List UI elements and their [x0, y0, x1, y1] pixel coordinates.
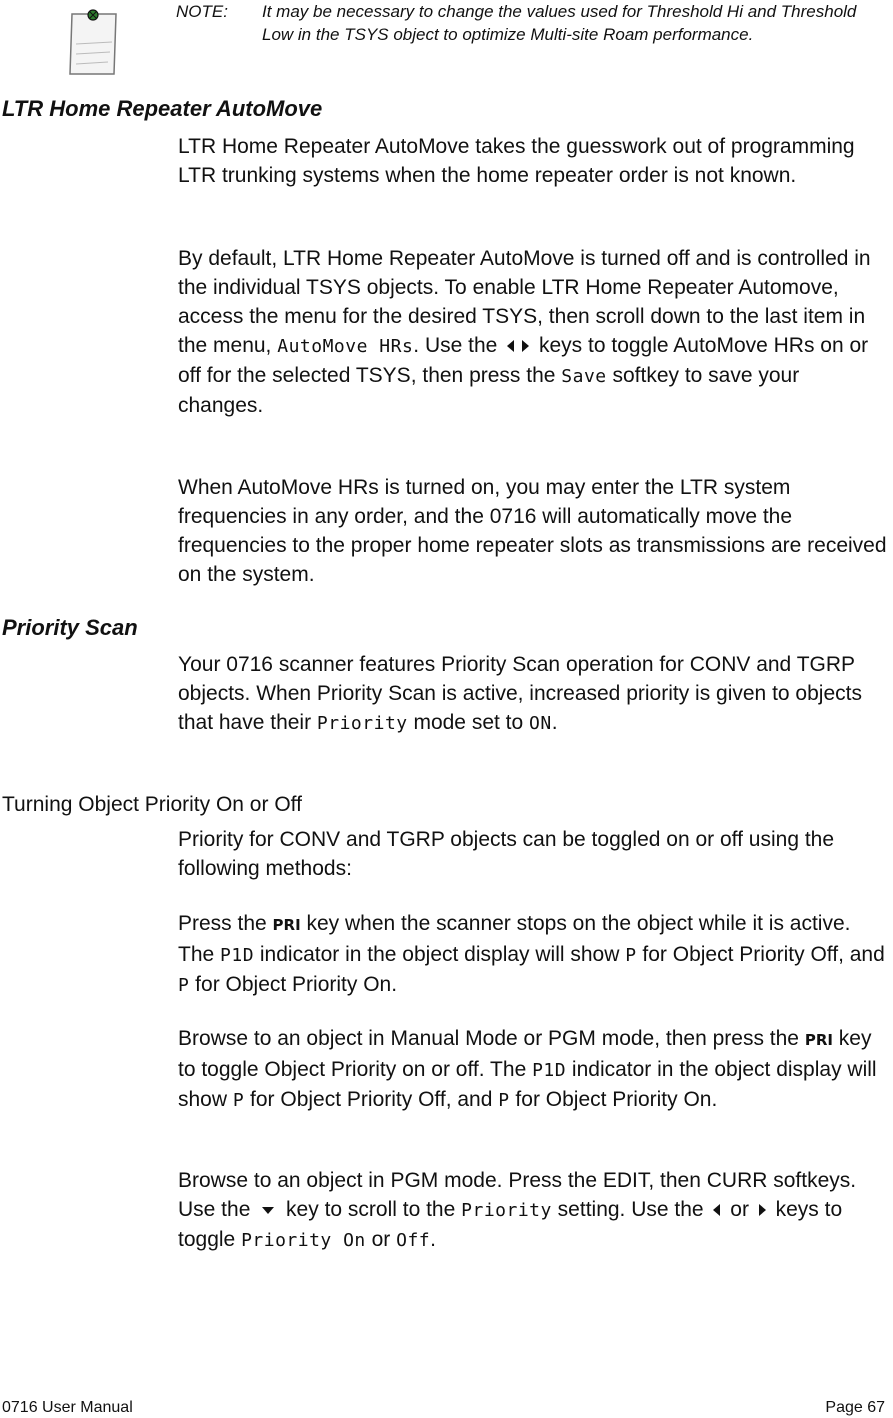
footer-page-number: Page 67	[825, 1399, 885, 1416]
lcd-p1d: P1D	[220, 945, 255, 966]
down-arrow-icon	[262, 1207, 274, 1214]
lcd-p-on: P	[498, 1090, 510, 1111]
automove-paragraph-3: When AutoMove HRs is turned on, you may enter the LTR system frequencies in any order, and the 0716 will automatically move the frequencies to the proper home repeater slots as transmissions are received on the system.	[178, 476, 887, 586]
lcd-priority: Priority	[316, 713, 408, 734]
left-arrow-icon	[713, 1204, 720, 1216]
lcd-p-off: P	[625, 945, 637, 966]
note-pad-icon	[66, 4, 122, 76]
heading-priority-scan: Priority Scan	[2, 615, 138, 640]
turning-paragraph-1: Priority for CONV and TGRP objects can be toggled on or off using the following methods:	[178, 828, 835, 880]
key-pri: PRI	[272, 916, 301, 934]
automove-paragraph-2: By default, LTR Home Repeater AutoMove is turned off and is controlled in the individual TSYS objects. To enable LTR Home Repeater Automove, access the menu for the desired TSYS, then scroll down to the last item in the menu, AutoMove HRs. Use the keys to toggle AutoMove HRs on or off for the selected TSYS, then press the Save softkey to save your changes.	[178, 247, 871, 417]
lcd-automove-hrs: AutoMove HRs	[277, 336, 414, 357]
note-text: It may be necessary to change the values used for Threshold Hi and Threshold Low in the TSYS object to optimize Multi-site Roam performance.	[262, 2, 857, 44]
left-arrow-icon	[507, 340, 514, 352]
turning-paragraph-4: Browse to an object in PGM mode. Press the EDIT, then CURR softkeys. Use the key to scroll to the Priority setting. Use the or keys to toggle Priority On or Off.	[178, 1169, 857, 1251]
lcd-p-on: P	[178, 975, 190, 996]
turning-paragraph-3: Browse to an object in Manual Mode or PGM mode, then press the PRI key to toggle Object Priority on or off. The P1D indicator in the object display will show P for Object Priority Off, and P for Object Priority On.	[178, 1027, 877, 1111]
lcd-off: Off	[396, 1230, 431, 1251]
lcd-priority: Priority	[461, 1200, 552, 1221]
right-arrow-icon	[522, 340, 529, 352]
heading-ltr-automove: LTR Home Repeater AutoMove	[2, 96, 323, 121]
turning-paragraph-2: Press the PRI key when the scanner stops on the object while it is active. The P1D indicator in the object display will show P for Object Priority Off, and P for Object Priority On.	[178, 912, 885, 996]
priority-paragraph-1: Your 0716 scanner features Priority Scan operation for CONV and TGRP objects. When Priority Scan is active, increased priority is given to objects that have their Priority mode set to ON.	[178, 653, 862, 734]
lcd-priority-on: Priority On	[241, 1230, 366, 1251]
lcd-p1d: P1D	[532, 1060, 567, 1081]
note-block	[176, 0, 892, 46]
lcd-save: Save	[561, 366, 607, 387]
heading-turning-priority: Turning Object Priority On or Off	[2, 793, 302, 816]
right-arrow-icon	[759, 1204, 766, 1216]
lcd-on: ON	[529, 713, 552, 734]
key-pri: PRI	[804, 1031, 833, 1049]
lcd-p-off: P	[232, 1090, 245, 1111]
footer-manual-title: 0716 User Manual	[2, 1399, 133, 1416]
note-label: NOTE:	[176, 2, 228, 21]
automove-paragraph-1: LTR Home Repeater AutoMove takes the guesswork out of programming LTR trunking systems when the home repeater order is not known.	[178, 135, 855, 187]
